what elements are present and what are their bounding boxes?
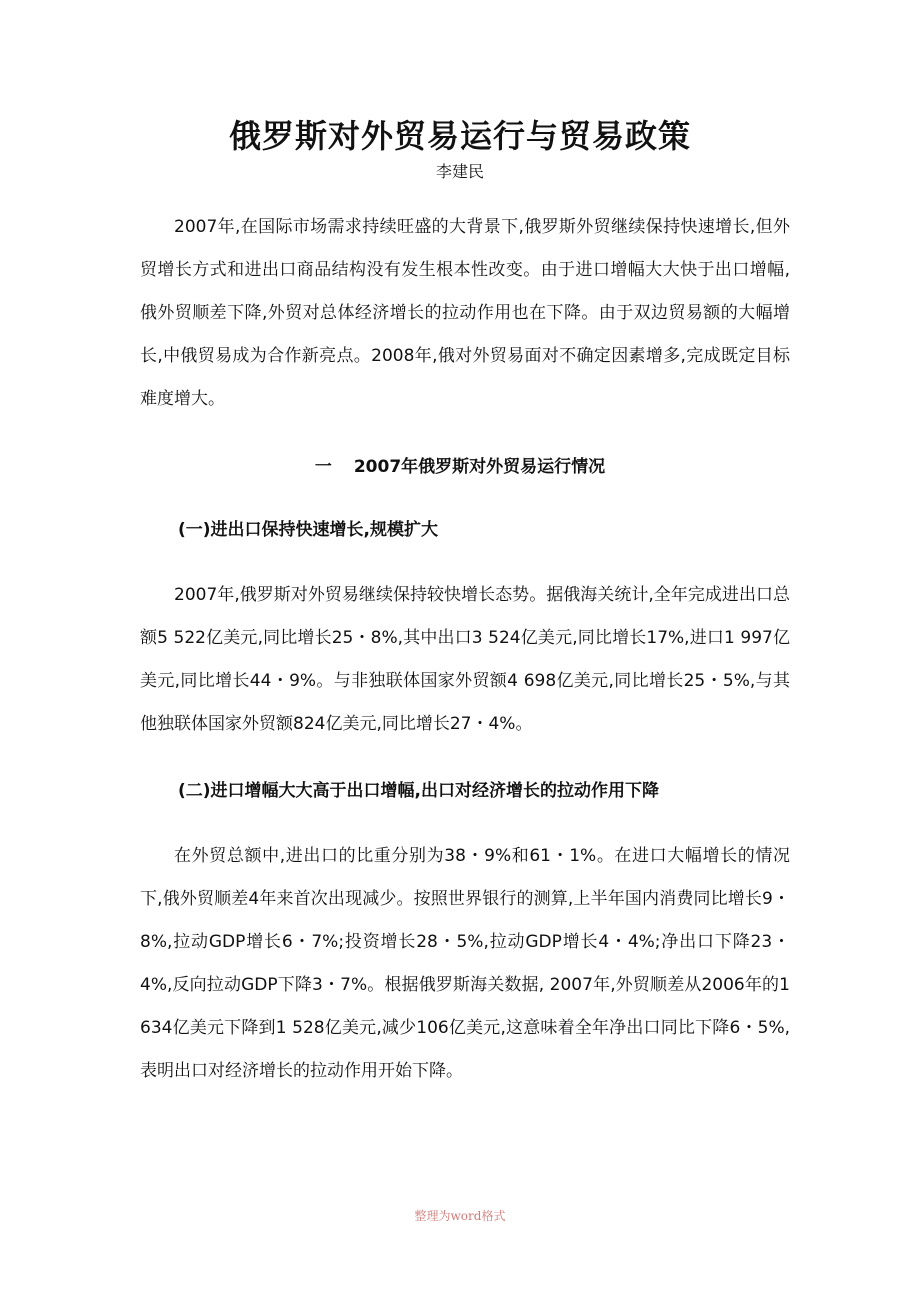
section-title: 2007年俄罗斯对外贸易运行情况 xyxy=(353,457,606,477)
intro-paragraph: 2007年,在国际市场需求持续旺盛的大背景下,俄罗斯外贸继续保持快速增长,但外贸增长方式和进出口商品结构没有发生根本性改变。由于进口增幅大大快于出口增幅,俄外贸顺差下降,外贸对总体经济增长的拉动作用也在下降。由于双边贸易额的大幅增长,中俄贸易成为合作新亮点。2008年,俄对外贸易面对不确定因素增多,完成既定目标难度增大。 xyxy=(140,217,790,409)
footer-watermark: 整理为word格式 xyxy=(414,1209,506,1223)
subsection-2-paragraph: 在外贸总额中,进出口的比重分别为38・9%和61・1%。在进口大幅增长的情况下,俄外贸顺差4年来首次出现减少。按照世界银行的测算,上半年国内消费同比增长9・8%,拉动GDP增长6・7%;投资增长28・5%,拉动GDP增长4・4%;净出口下降23・4%,反向拉动GDP下降3・7%。根据俄罗斯海关数据, 2007年,外贸顺差从2006年的1 634亿美元下降到1 528亿美元,减少106亿美元,这意味着全年净出口同比下降6・5%,表明出口对经济增长的拉动作用开始下降。 xyxy=(140,846,790,1081)
document-title: 俄罗斯对外贸易运行与贸易政策 xyxy=(228,117,691,155)
subsection-1-paragraph: 2007年,俄罗斯对外贸易继续保持较快增长态势。据俄海关统计,全年完成进出口总额5 522亿美元,同比增长25・8%,其中出口3 524亿美元,同比增长17%,进口1 997亿美元,同比增长44・9%。与非独联体国家外贸额4 698亿美元,同比增长25・5%,与其他独联体国家外贸额824亿美元,同比增长27・4%。 xyxy=(140,585,790,734)
section-heading xyxy=(0,452,920,482)
subsection-1-heading: (一)进出口保持快速增长,规模扩大 xyxy=(178,520,438,540)
document-author: 李建民 xyxy=(435,162,484,181)
subsection-2-heading: (二)进口增幅大大高于出口增幅,出口对经济增长的拉动作用下降 xyxy=(178,781,659,801)
section-number: 一 xyxy=(314,457,332,477)
